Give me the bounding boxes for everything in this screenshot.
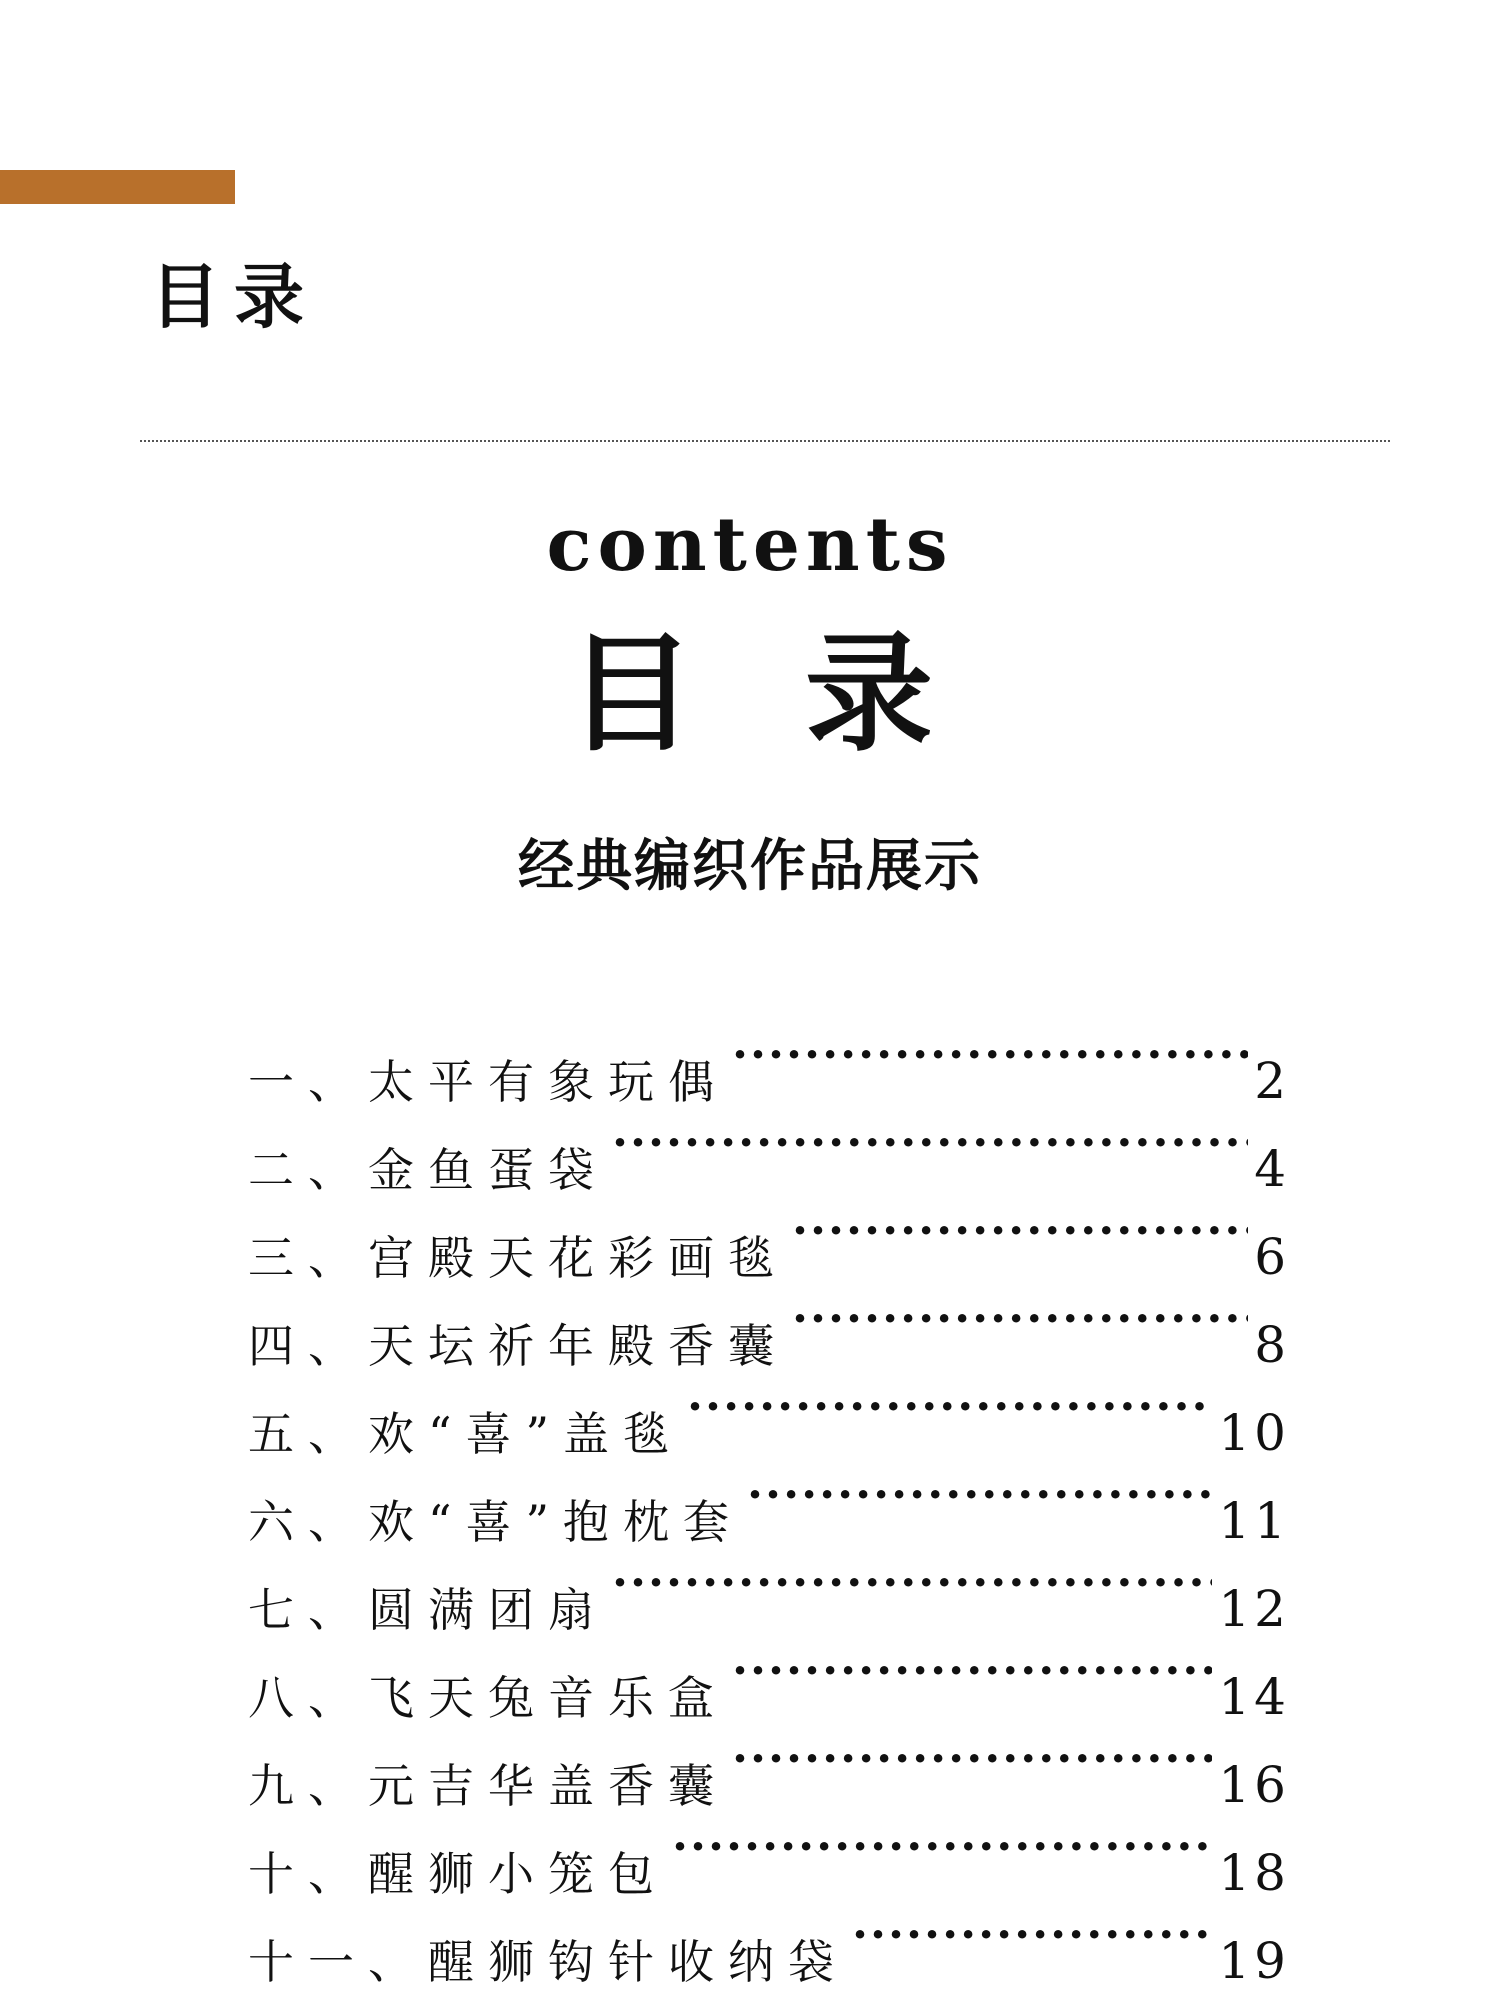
toc-page-number: 14 [1218,1668,1290,1726]
toc-entry-label: 十、醒狮小笼包 [248,1847,668,1901]
toc-dot-leader [672,1802,1212,1890]
toc-page-number: 8 [1254,1316,1290,1374]
dotted-divider [140,440,1390,442]
toc-entry-label: 五、欢“喜”盖毯 [248,1407,684,1461]
toc-page-number: 2 [1254,1052,1290,1110]
toc-entry-label: 一、太平有象玩偶 [248,1055,728,1109]
toc-entry-label: 十一、醒狮钩针收纳袋 [248,1935,848,1989]
section-subtitle: 经典编织作品展示 [518,833,982,899]
header-title: 目录 [150,255,318,338]
toc-entry-label: 七、圆满团扇 [248,1583,608,1637]
contents-heading-english: contents [546,502,954,588]
toc-entry-label: 八、飞天兔音乐盒 [248,1671,728,1725]
accent-bar [0,170,235,204]
toc-dot-leader [792,1186,1248,1274]
contents-heading-chinese: 目录 [566,619,1043,769]
toc-dot-leader [732,1714,1212,1802]
toc-page-number: 16 [1218,1756,1290,1814]
toc-page-number: 10 [1218,1404,1290,1462]
toc-entry-label: 四、天坛祈年殿香囊 [248,1319,788,1373]
toc-dot-leader [612,1098,1248,1186]
toc-dot-leader [732,1010,1248,1098]
toc-entry-label: 三、宫殿天花彩画毯 [248,1231,788,1285]
toc-entry-label: 九、元吉华盖香囊 [248,1759,728,1813]
toc-dot-leader [612,1538,1212,1626]
toc-page-number: 12 [1218,1580,1290,1638]
toc-page-number: 11 [1218,1492,1290,1550]
toc-page-number: 4 [1254,1140,1290,1198]
toc-dot-leader [792,1274,1248,1362]
toc-entry[interactable] [248,1010,1290,1110]
toc-entry-label: 六、欢“喜”抱枕套 [248,1495,744,1549]
table-of-contents [248,1010,1290,1990]
toc-dot-leader [732,1626,1212,1714]
toc-page-number: 19 [1218,1932,1290,1990]
toc-dot-leader [747,1450,1212,1538]
toc-page-number: 6 [1254,1228,1290,1286]
toc-dot-leader [852,1890,1212,1978]
toc-entry-label: 二、金鱼蛋袋 [248,1143,608,1197]
toc-dot-leader [687,1362,1212,1450]
toc-page-number: 18 [1218,1844,1290,1902]
